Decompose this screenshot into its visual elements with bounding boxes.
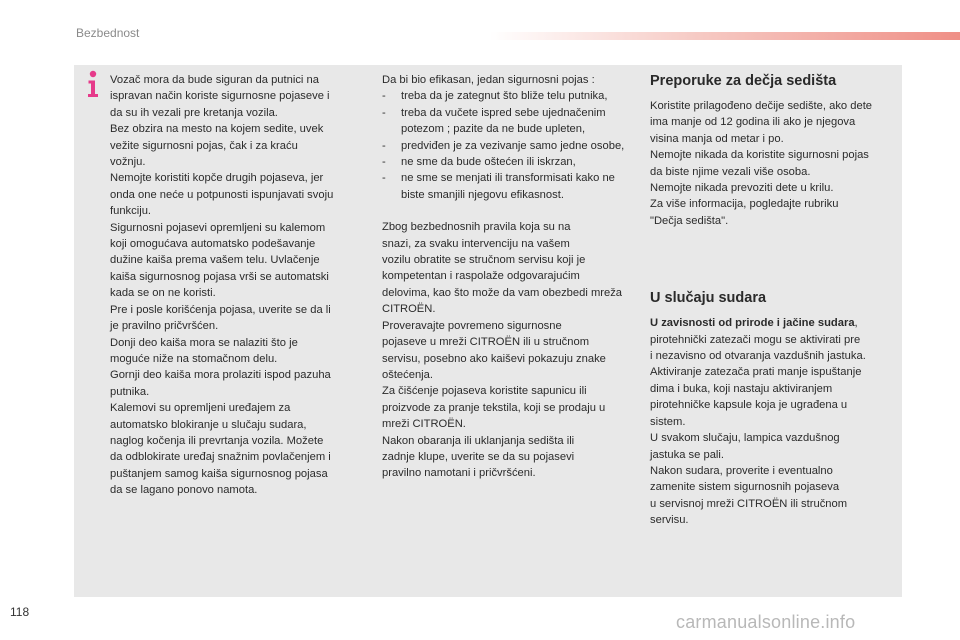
text-line: kaiša sigurnosnog pojasa vrši se automatski (110, 270, 329, 283)
text-line: delovima, kao što može da vam obezbedi mreža (382, 286, 623, 299)
text-line: Nakon obaranja ili uklanjanja sedišta ili (382, 434, 575, 447)
text-line: je pravilno pričvršćen. (110, 320, 219, 333)
list-item: - treba da vučete ispred sebe ujednačenim potezom ; pazite da ne bude upleten, (382, 105, 634, 138)
child-seat-section (650, 72, 900, 529)
text-line: Sigurnosni pojasevi opremljeni su kalemom (110, 221, 326, 234)
text-line: Aktiviranje zatezača prati manje ispuštanje (650, 366, 862, 379)
text-line: moguće niže na stomačnom delu. (110, 352, 278, 365)
watermark: carmanualsonline.info (676, 612, 856, 632)
text-line: Zbog bezbednosnih pravila koja su na (382, 221, 571, 234)
text-line: Nemojte nikada da koristite sigurnosni pojas (650, 149, 869, 162)
text-line: Vozač mora da bude siguran da putnici na (110, 74, 319, 86)
text-line: da su ih vezali pre kretanja vozila. (110, 106, 278, 119)
text-line: mreži CITROËN. (382, 418, 466, 431)
text-line: "Dečja sedišta". (650, 214, 729, 227)
text-line: kada se on ne koristi. (110, 287, 216, 300)
text-line: pirotehnički zatezači mogu se aktivirati pre (650, 333, 861, 346)
text-line: servisu, posebno ako kaiševi pokazuju znake (382, 352, 606, 365)
text-line: zadnje klupe, uverite se da su pojasevi (382, 450, 575, 463)
text-line: onda one neće u potpunosti ispunjavati svoju (110, 188, 334, 201)
text-line: Nemojte nikada prevoziti dete u krilu. (650, 182, 834, 195)
text-line: servisu. (650, 514, 689, 527)
text-line: funkciju. (110, 205, 152, 218)
text-line: da biste njime vezali više osoba. (650, 165, 811, 178)
effectiveness-list (382, 88, 634, 203)
list-item: - ne sme da bude oštećen ili iskrzan, (382, 154, 634, 170)
maintenance-text (382, 219, 634, 482)
text-line: U svakom slučaju, lampica vazdušnog (650, 432, 840, 445)
text-line: oštećenja. (382, 368, 433, 381)
list-item: - treba da je zategnut što bliže telu putnika, (382, 88, 634, 104)
text-line: u servisnoj mreži CITROËN ili stručnom (650, 497, 848, 510)
text-line: pravilno namotani i pričvršćeni. (382, 467, 536, 480)
text-line: putnika. (110, 385, 150, 398)
child-seats-heading: Preporuke za dečja sedišta (650, 73, 837, 89)
text-line: da odblokirate uređaj snažnim povlačenjem i (110, 451, 331, 464)
text-line: snazi, za svaku intervenciju na vašem (382, 237, 570, 250)
info-icon (86, 70, 100, 98)
list-item: - ne sme se menjati ili transformisati kako ne biste smanjili njegovu efikasnost. (382, 170, 634, 203)
text-line: Pre i posle korišćenja pojasa, uverite se da li (110, 303, 331, 316)
text-line: pojaseve u mreži CITROËN ili u stručnom (382, 336, 590, 349)
effectiveness-section (382, 72, 634, 482)
text-line: Za čišćenje pojaseva koristite sapunicu ili (382, 385, 587, 398)
text-line: Bez obzira na mesto na kojem sedite, uvek (110, 123, 324, 136)
text-line: naglog kočenja ili prevrtanja vozila. Možete (110, 434, 324, 447)
text-line: vozilu obratite se stručnom servisu koji je (382, 254, 586, 267)
text-line: ispravan način koriste sigurnosne pojaseve i (110, 90, 330, 103)
text-line: visina manja od metar i po. (650, 132, 784, 145)
child-seats-text (650, 98, 900, 229)
text-line: sistem. (650, 415, 686, 428)
crash-text (650, 332, 900, 529)
text-line: koji omogućava automatsko podešavanje (110, 238, 316, 251)
text-line: Proveravajte povremeno sigurnosne (382, 319, 562, 332)
text-line: Nakon sudara, proverite i eventualno (650, 464, 833, 477)
crash-lead-rest: , (854, 317, 858, 330)
text-line: vežite sigurnosni pojas, čak i za kraću (110, 139, 298, 152)
text-line: puštanjem samog kaiša sigurnosnog pojasa (110, 467, 328, 480)
text-line: Koristite prilagođeno dečije sedište, ako dete (650, 100, 873, 112)
text-line: CITROËN. (382, 303, 436, 316)
text-line: dima i buka, koji nastaju aktiviranjem (650, 382, 833, 395)
crash-bold-lead: U zavisnosti od prirode i jačine sudara (650, 317, 855, 330)
text-line: automatsko blokiranje u slučaju sudara, (110, 418, 307, 431)
effectiveness-intro: Da bi bio efikasan, jedan sigurnosni pojas : (382, 74, 595, 86)
text-line: kompetentan i raspolaže odgovarajućim (382, 270, 580, 283)
text-line: dužine kaiša prema vašem telu. Uvlačenje (110, 254, 320, 267)
info-note-lines (110, 72, 368, 499)
text-line: Kalemovi su opremljeni uređajem za (110, 402, 291, 415)
crash-heading: U slučaju sudara (650, 290, 767, 307)
header-accent-bar (490, 32, 960, 40)
text-line: Donji deo kaiša mora se nalaziti što je (110, 336, 298, 349)
text-line: Nemojte koristiti kopče drugih pojaseva, jer (110, 172, 324, 185)
text-line: ima manje od 12 godina ili ako je njegova (650, 116, 856, 129)
text-line: Za više informacija, pogledajte rubriku (650, 198, 839, 211)
text-line: vožnju. (110, 156, 146, 169)
text-line: zamenite sistem sigurnosnih pojaseva (650, 481, 840, 494)
text-line: pirotehničke kapsule koja je ugrađena u (650, 399, 848, 412)
page-number: 118 (10, 605, 30, 619)
text-line: Gornji deo kaiša mora prolaziti ispod pazuha (110, 369, 331, 382)
text-line: da se lagano ponovo namota. (110, 484, 258, 497)
list-item: - predviđen je za vezivanje samo jedne osobe, (382, 138, 634, 154)
info-note (110, 72, 368, 499)
text-line: jastuka se pali. (650, 448, 725, 461)
text-line: proizvode za pranje tekstila, koji se prodaju u (382, 401, 606, 414)
crash-lead (650, 315, 900, 331)
text-line: i nezavisno od otvaranja vazdušnih jastuka. (650, 350, 866, 363)
page-header-title: Bezbednost (76, 26, 140, 40)
